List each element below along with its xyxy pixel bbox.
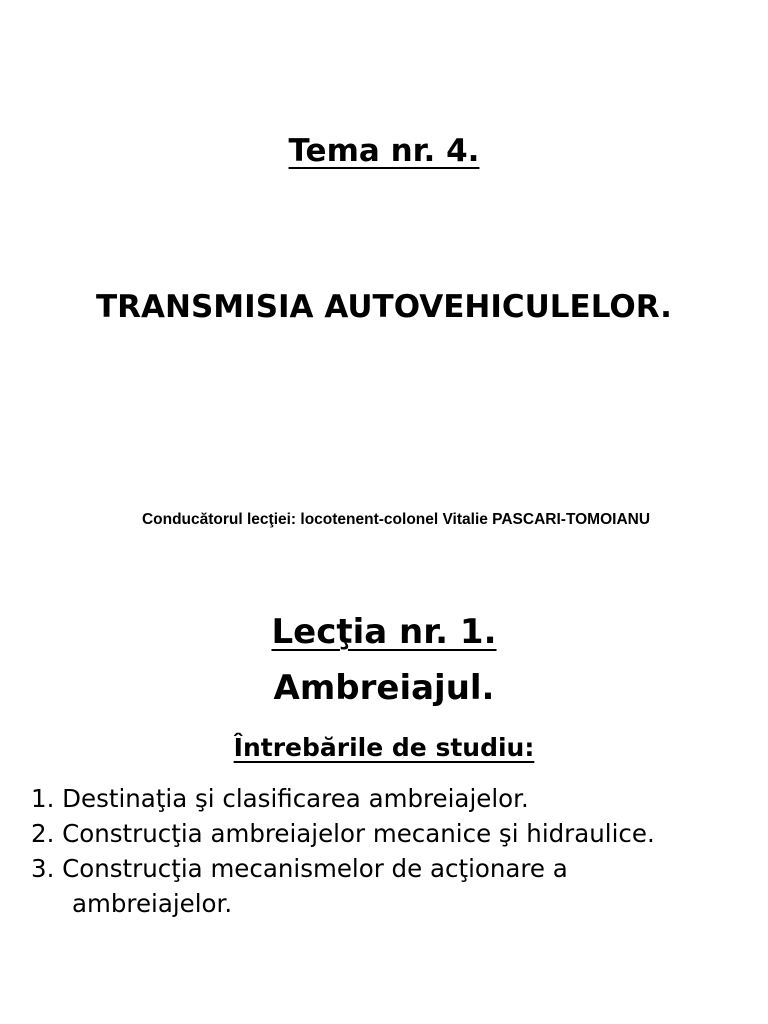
study-question-text: 2. Construcţia ambreiajelor mecanice şi hidraulice. [31, 819, 655, 848]
study-questions-heading: Întrebările de studiu: [233, 733, 535, 762]
study-question-text: 3. Construcţia mecanismelor de acţionare a [31, 854, 568, 883]
study-question-item [31, 851, 761, 921]
lesson-subject: Ambreiajul. [273, 668, 495, 708]
study-question-continuation: ambreiajelor. [72, 889, 233, 918]
lesson-title: Lecţia nr. 1. [271, 612, 497, 652]
study-question-item [31, 781, 761, 816]
main-title: TRANSMISIA AUTOVEHICULELOR. [96, 289, 672, 325]
topic-title: Tema nr. 4. [288, 133, 480, 169]
lesson-instructor: Conducătorul lecţiei: locotenent-colonel Vitalie PASCARI-TOMOIANU [141, 511, 651, 528]
study-questions-list [31, 781, 761, 921]
study-question-item [31, 816, 761, 851]
study-question-text: 1. Destinaţia şi clasificarea ambreiajelor. [31, 784, 529, 813]
